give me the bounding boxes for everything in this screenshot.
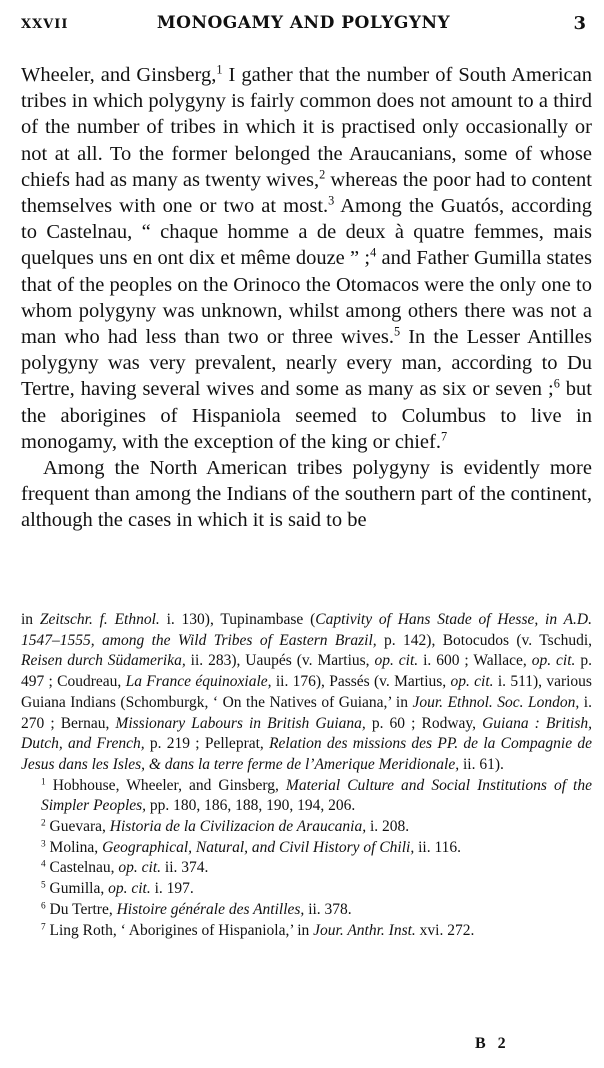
text-run: ii. 374.	[161, 859, 209, 877]
footnote-continued	[21, 610, 592, 776]
text-run: ii. 283), Uaupés (v. Martius,	[185, 652, 375, 670]
footnote	[21, 921, 592, 942]
text-run: ii. 176), Passés (v. Martius,	[271, 673, 451, 691]
italic-title: op. cit.	[531, 652, 576, 670]
running-header	[21, 13, 586, 43]
footnote	[21, 817, 592, 838]
italic-title: Relation des missions des PP. de la Compagnie de Jesus dans les Isles, & dans la terre ferme de l’Amerique Meridionale,	[21, 735, 592, 773]
italic-title: Zeitschr. f. Ethnol.	[39, 611, 160, 628]
italic-title: Historia de la Civilizacion de Araucania,	[109, 818, 367, 836]
text-run: Among the North American tribes polygyny is evidently more frequent than among the Indians of the southern part of the continent, although the cases in which it is said to be	[21, 457, 592, 532]
text-run: In the Lesser Antilles polygyny was very prevalent, nearly every man, according to Du Tertre, having several wives and some as many as six or seven ;	[21, 326, 592, 401]
italic-title: Guiana : British, Dutch, and French,	[21, 714, 592, 753]
italic-title: Jour. Anthr. Inst.	[313, 921, 416, 939]
italic-title: Material Culture and Social Institutions of the Simpler Peoples,	[41, 776, 592, 815]
footnote-marker: 3	[41, 839, 46, 850]
text-run: ii. 61).	[459, 755, 504, 773]
text-run: Wheeler, and Ginsberg,	[21, 64, 217, 86]
text-run: p. 142), Botocudos (v. Tschudi,	[376, 631, 593, 649]
italic-title: Missionary Labours in British Guiana,	[115, 714, 366, 732]
text-run: Guevara,	[45, 818, 110, 836]
text-run: i. 511), various Guiana Indians (Schomburgk, ‘ On the Natives of Guiana,’ in	[21, 673, 592, 711]
text-run: Du Tertre,	[45, 900, 117, 918]
text-run: pp. 180, 186, 188, 190, 194, 206.	[146, 797, 356, 815]
running-title: MONOGAMY AND POLYGYNY	[156, 13, 451, 33]
footnote-marker: 7	[41, 921, 46, 932]
italic-title: La France équinoxiale,	[125, 673, 272, 691]
page-number: 3	[573, 13, 586, 34]
text-run: i. 600 ; Wallace,	[418, 652, 532, 670]
footnote	[21, 879, 592, 900]
text-run: and Father Gumilla states that of the peoples on the Orinoco the Otomacos were the only one to whom polygyny was unknown, whilst among others there was not a man who had less than two or three wives.	[21, 247, 593, 349]
text-run: Hobhouse, Wheeler, and Ginsberg,	[45, 776, 286, 794]
text-run: Molina,	[45, 838, 103, 856]
text-run: xvi. 272.	[415, 921, 475, 939]
italic-title: op. cit.	[450, 673, 494, 691]
footnotes	[21, 610, 592, 941]
footnote	[21, 776, 592, 817]
text-run: p. 60 ; Rodway,	[365, 714, 483, 732]
text-run: but the aborigines of Hispaniola seemed to Columbus to live in monogamy, with the exception of the king or chief.	[21, 378, 592, 453]
footnote-marker: 3	[328, 193, 335, 208]
paragraph	[21, 455, 592, 534]
text-run: p. 219 ; Pelleprat,	[144, 735, 270, 753]
signature-mark: B 2	[475, 1035, 510, 1052]
italic-title: op. cit.	[118, 859, 162, 877]
main-text	[21, 62, 592, 534]
italic-title: op. cit.	[108, 880, 151, 898]
italic-title: op. cit.	[374, 652, 419, 670]
footnote-marker: 2	[319, 167, 326, 182]
text-run: ii. 116.	[414, 838, 462, 856]
italic-title: Geographical, Natural, and Civil History of Chili,	[102, 838, 415, 856]
footnote-marker: 6	[41, 901, 46, 912]
footnote-marker: 7	[440, 429, 448, 444]
text-run: p. 497 ; Coudreau,	[21, 652, 592, 691]
footnote-marker: 4	[370, 246, 377, 261]
text-run: ii. 378.	[304, 900, 352, 918]
footnote	[21, 900, 592, 921]
footnote	[21, 838, 592, 859]
chapter-number: XXVII	[21, 17, 69, 32]
footnote-marker: 5	[41, 880, 46, 891]
italic-title: Histoire générale des Antilles,	[116, 900, 305, 918]
text-run: Ling Roth, ‘ Aborigines of Hispaniola,’ in	[45, 921, 314, 939]
footnote-marker: 1	[41, 777, 46, 788]
text-run: i. 197.	[150, 880, 194, 898]
footnote	[21, 858, 592, 879]
footnote-marker: 4	[41, 859, 46, 870]
text-run: Castelnau,	[45, 859, 119, 877]
footnote-marker: 1	[216, 62, 223, 77]
footnote-marker: 6	[553, 377, 560, 392]
italic-title: Jour. Ethnol. Soc. London,	[412, 693, 580, 711]
text-run: Gumilla,	[45, 880, 109, 898]
text-run: i. 130), Tupinambase (	[159, 611, 316, 628]
text-run: i. 208.	[366, 818, 410, 836]
footnote-marker: 5	[393, 324, 401, 339]
text-run: in	[21, 611, 40, 628]
paragraph	[21, 62, 592, 455]
italic-title: Captivity of Hans Stade of Hesse, in A.D. 1547–1555, among the Wild Tribes of Eastern Brazil,	[21, 611, 592, 649]
footnote-list	[21, 776, 592, 942]
text-run: whereas the poor had to content themselves with one or two at most.	[21, 168, 592, 218]
text-run: I gather that the number of South American tribes in which polygyny is fairly common does not amount to a third of the number of tribes in which it is practised only occasionally or not at all. To the former belonged the Araucanians, some of whose chiefs had as many as twenty wives,	[21, 64, 592, 191]
footnote-marker: 2	[41, 818, 46, 829]
text-run: Among the Guatós, according to Castelnau, “ chaque homme a de deux à quatre femmes, mais quelques uns en ont dix et même douze ” ;	[21, 195, 593, 270]
text-run: i. 270 ; Bernau,	[21, 693, 592, 732]
italic-title: Reisen durch Südamerika,	[21, 652, 186, 670]
